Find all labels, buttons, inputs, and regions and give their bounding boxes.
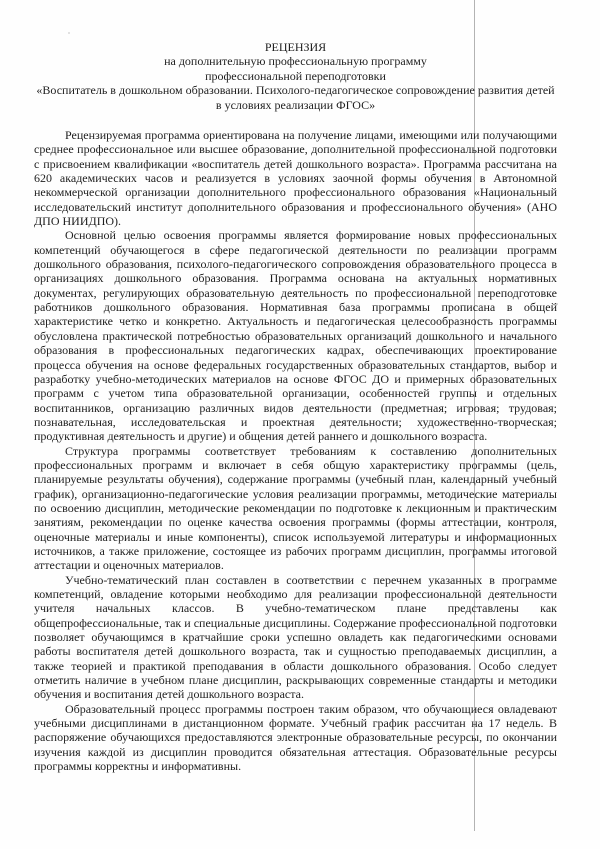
document-subtitle-line-1: на дополнительную профессиональную программу bbox=[164, 54, 427, 69]
document-subtitle-line-2: профессиональной переподготовки bbox=[205, 68, 386, 83]
paragraph-curriculum-plan: Учебно-тематический план составлен в соответствии с перечнем указанных в программе компетенций, овладение которыми необходимо для реализации профессиональной деятельности учителя начальных классов. В учебно-тематическом плане представлены как общепрофессиональные, так и специальные дисциплины. Содержание профессиональной подготовки позволяет обучающимся в кратчайшие сроки успешно овладеть как педагогическими основами работы воспитателя детей дошкольного возраста, так и сущностью преподаваемых дисциплин, а также теорией и практикой преподавания в области дошкольного образования. Особо следует отметить наличие в учебном плане дисциплин, раскрывающих современные стандарты и методики обучения и воспитания детей дошкольного возраста. bbox=[34, 572, 557, 702]
paragraph-program-overview: Рецензируемая программа ориентирована на получение лицами, имеющими или получающими среднее профессиональное или высшее образование, дополнительной профессиональной подготовки с присвоением квалификации «воспитатель детей дошкольного возраста». Программа рассчитана на 620 академических часов и реализуется в условиях заочной формы обучения в Автономной некоммерческой организации дополнительного профессионального образования «Национальный исследовательский институт дополнительного образования и профессионального обучения» (АНО ДПО НИИДПО). bbox=[34, 128, 557, 229]
paragraph-program-structure: Структура программы соответствует требованиям к составлению дополнительных профессиональных программ и включает в себя общую характеристику программы (цель, планируемые результаты обучения), содержание программы (учебный план, календарный учебный график), организационно-педагогические условия реализации программы, методические материалы по освоению дисциплин, методические рекомендации по подготовке к лекционным и практическим занятиям, рекомендации по оценке качества освоения программы (формы аттестации, контроля, оценочные материалы и иные компоненты), список используемой литературы и информационных источников, а также приложение, состоящее из рабочих программ дисциплин, программы итоговой аттестации и оценочных материалов. bbox=[34, 443, 557, 573]
paragraph-program-goal: Основной целью освоения программы является формирование новых профессиональных компетенций обучающегося в сфере педагогической деятельности по реализации программ дошкольного образования, психолого-педагогического сопровождения образовательного процесса в организациях дошкольного образования. Программа основана на актуальных нормативных документах, регулирующих образовательную деятельность по профессиональной переподготовке работников дошкольного образования. Нормативная база программы прописана в общей характеристике четко и конкретно. Актуальность и педагогическая целесообразность программы обусловлена практической потребностью образовательных организаций дошкольного и начального образования в профессиональных педагогических кадрах, обеспечивающих проектирование процесса обучения на основе федеральных государственных образовательных стандартов, выбор и разработку учебно-методических материалов на основе ФГОС ДО и примерных образовательных программ с учетом типа образовательной организации, особенностей группы и отдельных воспитанников, организацию различных видов деятельности (предметная; игровая; трудовая; познавательная, исследовательская и проектная деятельности; художественно-творческая; продуктивная деятельность и другие) и общения детей раннего и дошкольного возраста. bbox=[34, 228, 557, 444]
paragraph-educational-process: Образовательный процесс программы построен таким образом, что обучающиеся овладевают учебными дисциплинами в дистанционном формате. Учебный график рассчитан на 17 недель. В распоряжение обучающихся предоставляются электронные образовательные ресурсы, по окончании изучения каждой из дисциплин проводится обязательная аттестация. Образовательные ресурсы программы корректны и информативны. bbox=[34, 701, 557, 774]
document-title: РЕЦЕНЗИЯ bbox=[264, 40, 327, 54]
program-name: «Воспитатель в дошкольном образовании. Психолого-педагогическое сопровождение развития детей в условиях реализации ФГОС» bbox=[36, 83, 555, 112]
document-title-block bbox=[34, 40, 557, 112]
document-body bbox=[34, 128, 557, 773]
scan-speck-artifact bbox=[68, 32, 70, 34]
